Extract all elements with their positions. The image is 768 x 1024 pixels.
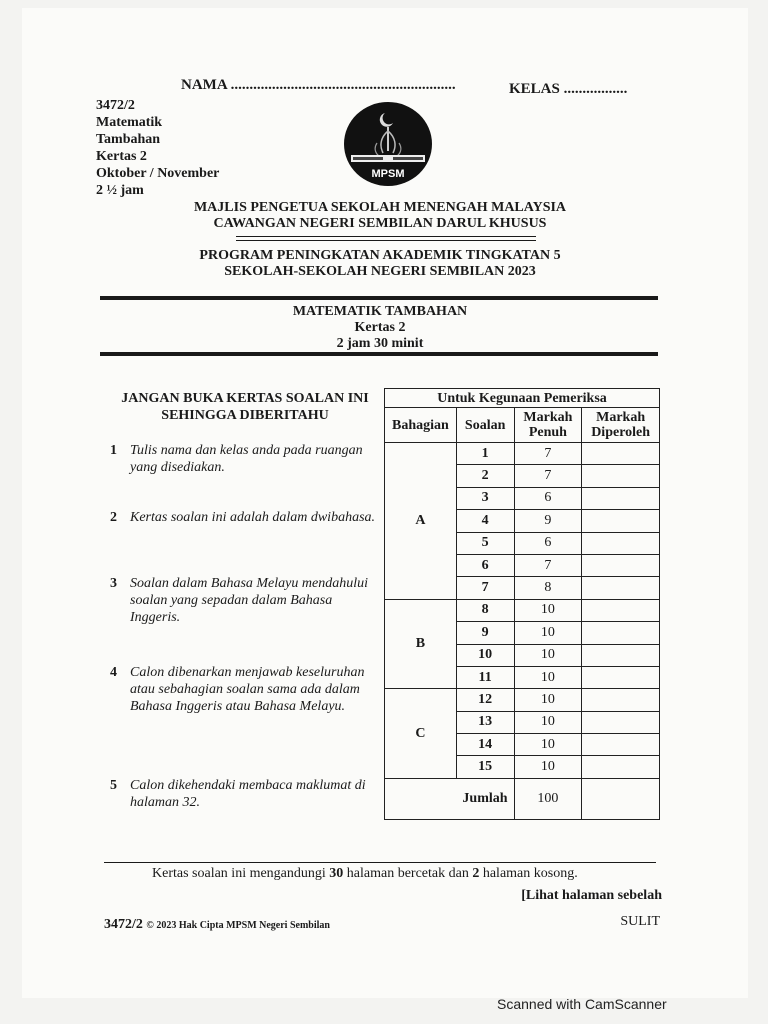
table-body xyxy=(385,443,660,779)
obtained-marks-cell[interactable] xyxy=(582,689,660,711)
header-bahagian: Bahagian xyxy=(385,408,457,443)
question-number: 8 xyxy=(456,599,514,621)
instruction-number: 5 xyxy=(110,778,117,793)
obtained-marks-cell[interactable] xyxy=(582,510,660,532)
instruction-text: Soalan dalam Bahasa Melayu mendahului soalan yang sepadan dalam Bahasa Inggeris. xyxy=(130,576,368,625)
question-number: 13 xyxy=(456,711,514,733)
double-rule-top xyxy=(236,236,536,237)
paper-meta xyxy=(96,97,219,199)
obtained-marks-cell[interactable] xyxy=(582,622,660,644)
question-number: 3 xyxy=(456,487,514,509)
total-label: Jumlah xyxy=(385,778,515,819)
question-number: 11 xyxy=(456,666,514,688)
question-number: 1 xyxy=(456,443,514,465)
obtained-marks-cell[interactable] xyxy=(582,577,660,599)
camscanner-watermark: Scanned with CamScanner xyxy=(497,996,667,1012)
footer-rule xyxy=(104,862,656,863)
question-number: 4 xyxy=(456,510,514,532)
program-line-1: PROGRAM PENINGKATAN AKADEMIK TINGKATAN 5 xyxy=(199,248,561,263)
obtained-marks-cell[interactable] xyxy=(582,465,660,487)
question-number: 10 xyxy=(456,644,514,666)
paper-code: 3472/2 xyxy=(96,98,135,113)
note-suffix: halaman kosong. xyxy=(482,866,578,881)
question-number: 15 xyxy=(456,756,514,778)
obtained-marks-cell[interactable] xyxy=(582,532,660,554)
paper-number: Kertas 2 xyxy=(96,149,147,164)
instruction-text: Calon dibenarkan menjawab keseluruhan atau sebahagian soalan sama ada dalam Bahasa Inggeris atau Bahasa Melayu. xyxy=(130,665,365,714)
full-marks: 6 xyxy=(514,532,582,554)
program-line-2: SEKOLAH-SEKOLAH NEGERI SEMBILAN 2023 xyxy=(224,264,536,279)
obtained-marks-cell[interactable] xyxy=(582,644,660,666)
total-obtained-cell[interactable] xyxy=(582,778,660,819)
question-number: 2 xyxy=(456,465,514,487)
pages-blank: 2 xyxy=(472,866,480,881)
question-number: 5 xyxy=(456,532,514,554)
obtained-marks-cell[interactable] xyxy=(582,599,660,621)
full-marks: 7 xyxy=(514,443,582,465)
full-marks: 6 xyxy=(514,487,582,509)
instruction-text: Kertas soalan ini adalah dalam dwibahasa. xyxy=(130,510,376,525)
copyright-code: 3472/2 xyxy=(104,917,143,932)
duration-title: 2 jam 30 minit xyxy=(336,336,424,351)
paper-duration: 2 ½ jam xyxy=(96,183,144,198)
nama-field: NAMA ............................................................ xyxy=(181,77,456,93)
obtained-marks-cell[interactable] xyxy=(582,554,660,576)
paper-subject-line2: Tambahan xyxy=(96,132,161,147)
instruction-number: 3 xyxy=(110,576,117,591)
note-middle: halaman bercetak dan xyxy=(346,866,469,881)
kelas-field: KELAS ................. xyxy=(509,81,628,97)
subject-title: MATEMATIK TAMBAHAN xyxy=(292,304,468,319)
header-markah-penuh: Markah Penuh xyxy=(514,408,582,443)
instruction-text: Calon dikehendaki membaca maklumat di halaman 32. xyxy=(130,778,366,810)
page-count-note xyxy=(152,866,578,882)
table-row xyxy=(385,443,660,465)
full-marks: 10 xyxy=(514,734,582,756)
full-marks: 10 xyxy=(514,689,582,711)
header-soalan: Soalan xyxy=(456,408,514,443)
obtained-marks-cell[interactable] xyxy=(582,734,660,756)
paper-title: Kertas 2 xyxy=(354,320,406,335)
copyright xyxy=(104,917,330,933)
obtained-marks-cell[interactable] xyxy=(582,666,660,688)
full-marks: 10 xyxy=(514,599,582,621)
full-marks: 10 xyxy=(514,711,582,733)
section-cell: B xyxy=(385,599,457,689)
full-marks: 10 xyxy=(514,666,582,688)
full-marks: 10 xyxy=(514,622,582,644)
mpsm-logo xyxy=(343,101,433,187)
obtained-marks-cell[interactable] xyxy=(582,487,660,509)
section-cell: A xyxy=(385,443,457,600)
instruction-number: 2 xyxy=(110,510,117,525)
note-prefix: Kertas soalan ini mengandungi xyxy=(152,866,326,881)
table-title: Untuk Kegunaan Pemeriksa xyxy=(385,389,660,408)
full-marks: 10 xyxy=(514,644,582,666)
instruction-number: 1 xyxy=(110,443,117,458)
instruction-text: Tulis nama dan kelas anda pada ruangan yang disediakan. xyxy=(130,443,363,475)
question-number: 6 xyxy=(456,554,514,576)
org-line-2: CAWANGAN NEGERI SEMBILAN DARUL KHUSUS xyxy=(213,216,547,231)
question-number: 9 xyxy=(456,622,514,644)
question-number: 14 xyxy=(456,734,514,756)
table-row xyxy=(385,599,660,621)
obtained-marks-cell[interactable] xyxy=(582,443,660,465)
full-marks: 8 xyxy=(514,577,582,599)
double-rule-bottom xyxy=(236,240,536,241)
obtained-marks-cell[interactable] xyxy=(582,756,660,778)
examiner-table xyxy=(384,388,660,820)
full-marks: 10 xyxy=(514,756,582,778)
paper-session: Oktober / November xyxy=(96,166,220,181)
copyright-text: © 2023 Hak Cipta MPSM Negeri Sembilan xyxy=(146,920,330,931)
paper-subject-line1: Matematik xyxy=(96,115,163,130)
obtained-marks-cell[interactable] xyxy=(582,711,660,733)
title-rule-bottom xyxy=(100,352,658,356)
instruction-number: 4 xyxy=(110,665,117,680)
question-number: 7 xyxy=(456,577,514,599)
next-page-note: [Lihat halaman sebelah xyxy=(521,888,662,903)
question-number: 12 xyxy=(456,689,514,711)
pages-printed: 30 xyxy=(329,866,344,881)
org-line-1: MAJLIS PENGETUA SEKOLAH MENENGAH MALAYSIA xyxy=(193,200,567,215)
full-marks: 9 xyxy=(514,510,582,532)
full-marks: 7 xyxy=(514,554,582,576)
logo-text: MPSM xyxy=(371,168,405,180)
table-row xyxy=(385,689,660,711)
full-marks: 7 xyxy=(514,465,582,487)
sulit-label: SULIT xyxy=(620,914,660,929)
section-cell: C xyxy=(385,689,457,779)
instructions-heading: JANGAN BUKA KERTAS SOALAN INI SEHINGGA DIBERITAHU xyxy=(121,391,369,423)
header-markah-diperoleh: Markah Diperoleh xyxy=(582,408,660,443)
title-rule-top xyxy=(100,296,658,300)
total-value: 100 xyxy=(514,778,582,819)
